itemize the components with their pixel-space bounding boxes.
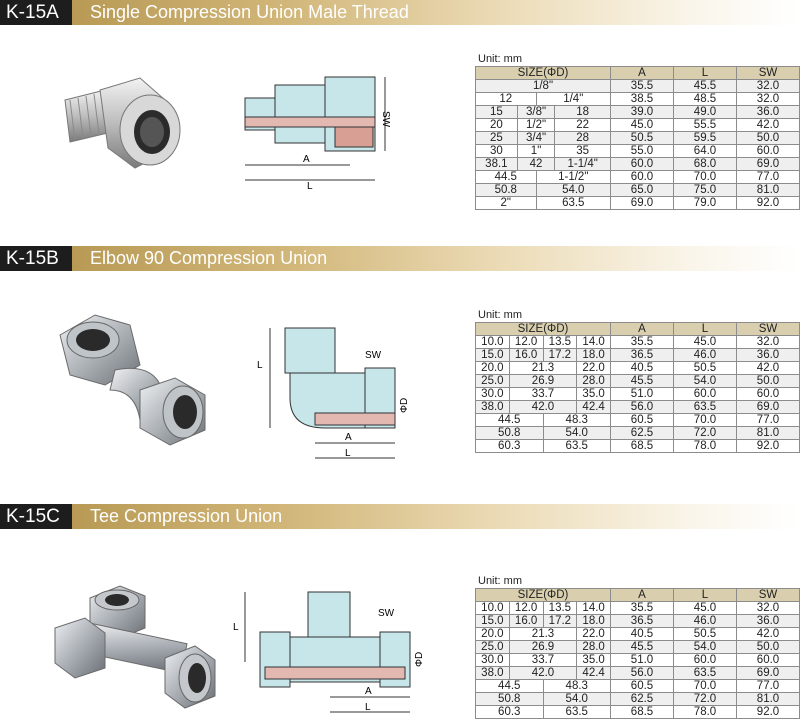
sw-cell: 36.0 <box>737 349 800 362</box>
size-cell: 20.0 <box>476 628 510 641</box>
l-cell: 63.5 <box>674 667 737 680</box>
drawing-a-label-l: L <box>307 181 313 190</box>
size-cell: 60.3 <box>476 706 544 719</box>
l-cell: 63.5 <box>674 401 737 414</box>
a-cell: 60.0 <box>611 158 674 171</box>
l-cell: 72.0 <box>674 693 737 706</box>
tee-union-photo <box>45 578 220 713</box>
l-cell: 75.0 <box>674 184 737 197</box>
section-b-title: Elbow 90 Compression Union <box>90 248 328 268</box>
l-cell: 55.5 <box>674 119 737 132</box>
sw-cell: 50.0 <box>737 132 800 145</box>
size-cell: 18.0 <box>577 349 611 362</box>
drawing-b-label-l2: L <box>345 448 351 459</box>
l-cell: 46.0 <box>674 349 737 362</box>
size-cell: 22.0 <box>577 362 611 375</box>
a-cell: 39.0 <box>611 106 674 119</box>
size-cell: 12.0 <box>509 602 543 615</box>
a-cell: 65.0 <box>611 184 674 197</box>
sw-cell: 81.0 <box>737 184 800 197</box>
section-a-header <box>0 0 800 25</box>
size-cell: 60.3 <box>476 440 544 453</box>
sw-cell: 92.0 <box>737 706 800 719</box>
size-cell: 12.0 <box>509 336 543 349</box>
col-l-header: L <box>674 323 737 336</box>
a-cell: 35.5 <box>611 602 674 615</box>
drawing-a-label-a: A <box>303 154 310 165</box>
size-cell: 21.3 <box>509 628 577 641</box>
size-cell: 1/8" <box>476 80 611 93</box>
col-l-header: L <box>674 67 737 80</box>
sw-cell: 42.0 <box>737 119 800 132</box>
size-cell: 16.0 <box>509 349 543 362</box>
size-cell: 28.0 <box>577 375 611 388</box>
a-cell: 62.5 <box>611 693 674 706</box>
sw-cell: 69.0 <box>737 667 800 680</box>
section-a-unit: Unit: mm <box>478 53 522 65</box>
a-cell: 45.5 <box>611 375 674 388</box>
elbow-union-drawing <box>255 318 420 463</box>
size-cell: 14.0 <box>577 602 611 615</box>
sw-cell: 77.0 <box>737 414 800 427</box>
col-size-header: SIZE(ΦD) <box>476 589 611 602</box>
size-cell: 26.9 <box>509 375 577 388</box>
table-row <box>476 667 800 680</box>
sw-cell: 60.0 <box>737 654 800 667</box>
size-cell: 10.0 <box>476 602 510 615</box>
table-row <box>476 145 800 158</box>
l-cell: 48.5 <box>674 93 737 106</box>
l-cell: 60.0 <box>674 388 737 401</box>
table-row <box>476 375 800 388</box>
section-b-spec-table <box>475 322 800 453</box>
size-cell: 63.5 <box>543 440 611 453</box>
section-c-title: Tee Compression Union <box>90 506 283 526</box>
a-cell: 45.0 <box>611 119 674 132</box>
sw-cell: 81.0 <box>737 693 800 706</box>
l-cell: 49.0 <box>674 106 737 119</box>
table-row <box>476 615 800 628</box>
l-cell: 70.0 <box>674 171 737 184</box>
size-cell: 22.0 <box>577 628 611 641</box>
size-cell: 44.5 <box>476 680 544 693</box>
table-row <box>476 119 800 132</box>
l-cell: 70.0 <box>674 414 737 427</box>
sw-cell: 32.0 <box>737 80 800 93</box>
sw-cell: 32.0 <box>737 336 800 349</box>
col-sw-header: SW <box>737 589 800 602</box>
size-cell: 38.0 <box>476 667 510 680</box>
size-cell: 33.7 <box>509 388 577 401</box>
size-cell: 15.0 <box>476 349 510 362</box>
size-cell: 30.0 <box>476 654 510 667</box>
table-row <box>476 401 800 414</box>
size-cell: 35.0 <box>577 388 611 401</box>
sw-cell: 77.0 <box>737 680 800 693</box>
a-cell: 40.5 <box>611 628 674 641</box>
sw-cell: 42.0 <box>737 362 800 375</box>
size-cell: 16.0 <box>509 615 543 628</box>
table-row <box>476 349 800 362</box>
size-cell: 54.0 <box>536 184 610 197</box>
col-sw-header: SW <box>737 67 800 80</box>
size-cell: 25.0 <box>476 641 510 654</box>
a-cell: 35.5 <box>611 336 674 349</box>
section-b-header <box>0 246 800 271</box>
l-cell: 50.5 <box>674 362 737 375</box>
col-size-header: SIZE(ΦD) <box>476 67 611 80</box>
col-size-header: SIZE(ΦD) <box>476 323 611 336</box>
size-cell: 2" <box>476 197 537 210</box>
a-cell: 45.5 <box>611 641 674 654</box>
a-cell: 69.0 <box>611 197 674 210</box>
size-cell: 18.0 <box>577 615 611 628</box>
table-row <box>476 641 800 654</box>
size-cell: 28 <box>555 132 611 145</box>
size-cell: 35 <box>555 145 611 158</box>
drawing-c-label-a: A <box>365 686 372 697</box>
section-b-code: K-15B <box>0 246 72 271</box>
col-a-header: A <box>611 323 674 336</box>
sw-cell: 32.0 <box>737 602 800 615</box>
table-row <box>476 602 800 615</box>
a-cell: 60.5 <box>611 680 674 693</box>
size-cell: 14.0 <box>577 336 611 349</box>
table-row <box>476 362 800 375</box>
sw-cell: 50.0 <box>737 375 800 388</box>
size-cell: 42.0 <box>509 667 577 680</box>
size-cell: 1-1/4" <box>555 158 611 171</box>
a-cell: 36.5 <box>611 349 674 362</box>
drawing-c-label-d: ΦD <box>414 651 425 667</box>
size-cell: 30.0 <box>476 388 510 401</box>
table-row <box>476 171 800 184</box>
size-cell: 3/8" <box>517 106 555 119</box>
sw-cell: 92.0 <box>737 440 800 453</box>
table-row <box>476 132 800 145</box>
size-cell: 48.3 <box>543 414 611 427</box>
sw-cell: 36.0 <box>737 106 800 119</box>
a-cell: 38.5 <box>611 93 674 106</box>
l-cell: 72.0 <box>674 427 737 440</box>
a-cell: 40.5 <box>611 362 674 375</box>
a-cell: 50.5 <box>611 132 674 145</box>
sw-cell: 50.0 <box>737 641 800 654</box>
drawing-b-label-d: ΦD <box>399 397 410 413</box>
l-cell: 50.5 <box>674 628 737 641</box>
size-cell: 15 <box>476 106 518 119</box>
size-cell: 20.0 <box>476 362 510 375</box>
size-cell: 42.0 <box>509 401 577 414</box>
a-cell: 56.0 <box>611 667 674 680</box>
section-c-code: K-15C <box>0 504 72 529</box>
size-cell: 17.2 <box>543 615 577 628</box>
table-row <box>476 706 800 719</box>
table-row <box>476 336 800 349</box>
a-cell: 51.0 <box>611 388 674 401</box>
male-thread-union-photo <box>40 60 200 180</box>
l-cell: 78.0 <box>674 440 737 453</box>
size-cell: 26.9 <box>509 641 577 654</box>
size-cell: 35.0 <box>577 654 611 667</box>
tee-union-drawing <box>230 582 430 722</box>
table-row <box>476 654 800 667</box>
table-row <box>476 628 800 641</box>
size-cell: 42 <box>517 158 555 171</box>
sw-cell: 60.0 <box>737 388 800 401</box>
size-cell: 18 <box>555 106 611 119</box>
table-row <box>476 440 800 453</box>
l-cell: 45.0 <box>674 336 737 349</box>
table-row <box>476 388 800 401</box>
l-cell: 45.0 <box>674 602 737 615</box>
drawing-c-label-sw: SW <box>378 608 395 619</box>
size-cell: 21.3 <box>509 362 577 375</box>
sw-cell: 32.0 <box>737 93 800 106</box>
size-cell: 15.0 <box>476 615 510 628</box>
size-cell: 48.3 <box>543 680 611 693</box>
size-cell: 10.0 <box>476 336 510 349</box>
a-cell: 68.5 <box>611 706 674 719</box>
l-cell: 64.0 <box>674 145 737 158</box>
size-cell: 17.2 <box>543 349 577 362</box>
table-row <box>476 80 800 93</box>
drawing-b-label-a: A <box>345 432 352 443</box>
size-cell: 1/4" <box>536 93 610 106</box>
drawing-b-label-sw: SW <box>365 350 382 361</box>
table-row <box>476 184 800 197</box>
size-cell: 50.8 <box>476 693 544 706</box>
size-cell: 12 <box>476 93 537 106</box>
size-cell: 54.0 <box>543 693 611 706</box>
size-cell: 50.8 <box>476 427 544 440</box>
l-cell: 59.5 <box>674 132 737 145</box>
size-cell: 1" <box>517 145 555 158</box>
table-row <box>476 693 800 706</box>
size-cell: 13.5 <box>543 602 577 615</box>
sw-cell: 36.0 <box>737 615 800 628</box>
size-cell: 3/4" <box>517 132 555 145</box>
section-c-header <box>0 504 800 529</box>
drawing-c-label-l2: L <box>365 702 371 713</box>
size-cell: 44.5 <box>476 171 537 184</box>
size-cell: 38.0 <box>476 401 510 414</box>
col-l-header: L <box>674 589 737 602</box>
elbow-union-photo <box>45 300 215 450</box>
drawing-b-label-l: L <box>257 360 263 371</box>
col-a-header: A <box>611 67 674 80</box>
col-a-header: A <box>611 589 674 602</box>
l-cell: 45.5 <box>674 80 737 93</box>
drawing-a-label-sw: SW <box>380 111 391 128</box>
size-cell: 54.0 <box>543 427 611 440</box>
size-cell: 38.1 <box>476 158 518 171</box>
size-cell: 25 <box>476 132 518 145</box>
size-cell: 1-1/2" <box>536 171 610 184</box>
a-cell: 68.5 <box>611 440 674 453</box>
sw-cell: 77.0 <box>737 171 800 184</box>
table-row <box>476 93 800 106</box>
size-cell: 33.7 <box>509 654 577 667</box>
size-cell: 20 <box>476 119 518 132</box>
size-cell: 22 <box>555 119 611 132</box>
size-cell: 30 <box>476 145 518 158</box>
a-cell: 35.5 <box>611 80 674 93</box>
table-row <box>476 106 800 119</box>
l-cell: 54.0 <box>674 375 737 388</box>
section-a-spec-table <box>475 66 800 210</box>
section-b-unit: Unit: mm <box>478 309 522 321</box>
table-row <box>476 414 800 427</box>
section-a-title: Single Compression Union Male Thread <box>90 2 409 22</box>
sw-cell: 92.0 <box>737 197 800 210</box>
a-cell: 56.0 <box>611 401 674 414</box>
table-row <box>476 427 800 440</box>
sw-cell: 69.0 <box>737 158 800 171</box>
section-a-code: K-15A <box>0 0 72 25</box>
size-cell: 1/2" <box>517 119 555 132</box>
size-cell: 13.5 <box>543 336 577 349</box>
sw-cell: 60.0 <box>737 145 800 158</box>
a-cell: 62.5 <box>611 427 674 440</box>
sw-cell: 81.0 <box>737 427 800 440</box>
a-cell: 51.0 <box>611 654 674 667</box>
a-cell: 60.0 <box>611 171 674 184</box>
l-cell: 79.0 <box>674 197 737 210</box>
size-cell: 63.5 <box>543 706 611 719</box>
table-row <box>476 680 800 693</box>
l-cell: 68.0 <box>674 158 737 171</box>
a-cell: 60.5 <box>611 414 674 427</box>
male-thread-union-drawing <box>235 65 400 190</box>
l-cell: 78.0 <box>674 706 737 719</box>
size-cell: 25.0 <box>476 375 510 388</box>
size-cell: 44.5 <box>476 414 544 427</box>
sw-cell: 69.0 <box>737 401 800 414</box>
table-row <box>476 158 800 171</box>
size-cell: 42.4 <box>577 667 611 680</box>
l-cell: 60.0 <box>674 654 737 667</box>
sw-cell: 42.0 <box>737 628 800 641</box>
size-cell: 28.0 <box>577 641 611 654</box>
section-c-unit: Unit: mm <box>478 575 522 587</box>
table-row <box>476 197 800 210</box>
l-cell: 54.0 <box>674 641 737 654</box>
l-cell: 46.0 <box>674 615 737 628</box>
size-cell: 50.8 <box>476 184 537 197</box>
drawing-c-label-l: L <box>233 622 239 633</box>
size-cell: 42.4 <box>577 401 611 414</box>
a-cell: 55.0 <box>611 145 674 158</box>
a-cell: 36.5 <box>611 615 674 628</box>
col-sw-header: SW <box>737 323 800 336</box>
size-cell: 63.5 <box>536 197 610 210</box>
section-c-spec-table <box>475 588 800 719</box>
l-cell: 70.0 <box>674 680 737 693</box>
